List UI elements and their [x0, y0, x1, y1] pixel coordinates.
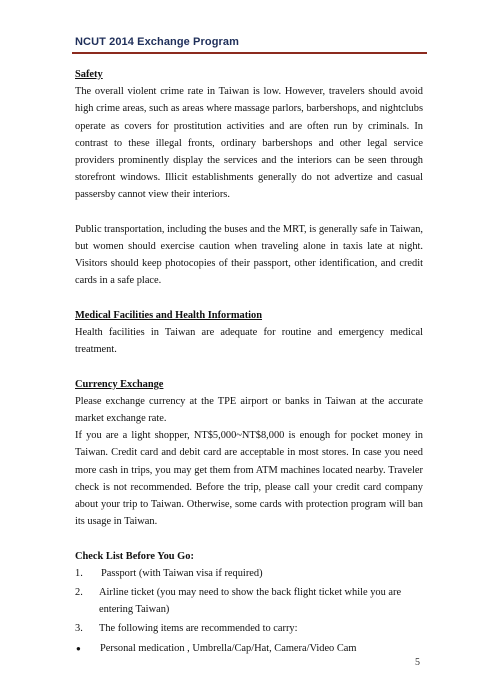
checklist-item: [75, 584, 423, 618]
running-header: NCUT 2014 Exchange Program: [75, 36, 239, 48]
spacer: [75, 530, 423, 547]
checklist-item-text: Passport (with Taiwan visa if required): [101, 567, 263, 579]
checklist-item-number: 1.: [75, 567, 83, 579]
checklist-item-text: Airline ticket (you may need to show the back flight ticket while you are entering Taiwan): [99, 587, 402, 616]
bullet-icon: ●: [76, 643, 81, 653]
currency-paragraph-1: Please exchange currency at the TPE airport or banks in Taiwan at the accurate market exchange rate.: [75, 395, 423, 425]
bullet-item-text: Personal medication , Umbrella/Cap/Hat, Camera/Video Cam: [100, 642, 357, 654]
spacer: [75, 358, 423, 375]
safety-paragraph-2: Public transportation, including the buses and the MRT, is generally safe in Taiwan, but women should exercise caution when traveling alone in taxis late at night. Visitors should keep photocopies of their passport, other identification, and credit cards in a safe place.: [75, 223, 423, 287]
header-rule: [72, 52, 427, 54]
spacer: [75, 204, 423, 221]
checklist-item: [75, 565, 423, 582]
medical-heading: Medical Facilities and Health Information: [75, 309, 263, 321]
safety-paragraph-1: The overall violent crime rate in Taiwan is low. However, travelers should avoid high crime areas, such as areas where massage parlors, barbershops, and nightclubs operate as covers for prostitution activities and are often run by criminals. In contrast to these illegal fronts, ordinary barbershops and other legal service providers prominently display the services and the interiors can be seen through storefront windows. Illicit establishments generally do not advertize and casual passersby cannot view their interiors.: [75, 86, 423, 201]
currency-paragraph-2: If you are a light shopper, NT$5,000~NT$8,000 is enough for pocket money in Taiwan. Credit card and debit card are acceptable in most stores. In case you need more cash in trips, you may get them from ATM machines located nearby. Traveler check is not recommended. Before the trip, please call your credit card company about your trip to Taiwan. Otherwise, some cards with protection program will ban its usage in Taiwan.: [75, 430, 423, 528]
spacer: [75, 290, 423, 307]
currency-heading: Currency Exchange: [75, 378, 164, 390]
checklist-item: [75, 620, 423, 637]
bullet-item: [75, 640, 423, 657]
medical-paragraph: Health facilities in Taiwan are adequate for routine and emergency medical treatment.: [75, 327, 423, 356]
page-body: [75, 66, 423, 657]
page-number: 5: [415, 657, 420, 668]
checklist-item-number: 2.: [75, 587, 83, 599]
checklist-item-number: 3.: [75, 623, 83, 635]
checklist-heading: Check List Before You Go:: [75, 550, 194, 562]
checklist-item-text: The following items are recommended to carry:: [99, 623, 298, 635]
safety-heading: Safety: [75, 69, 103, 80]
